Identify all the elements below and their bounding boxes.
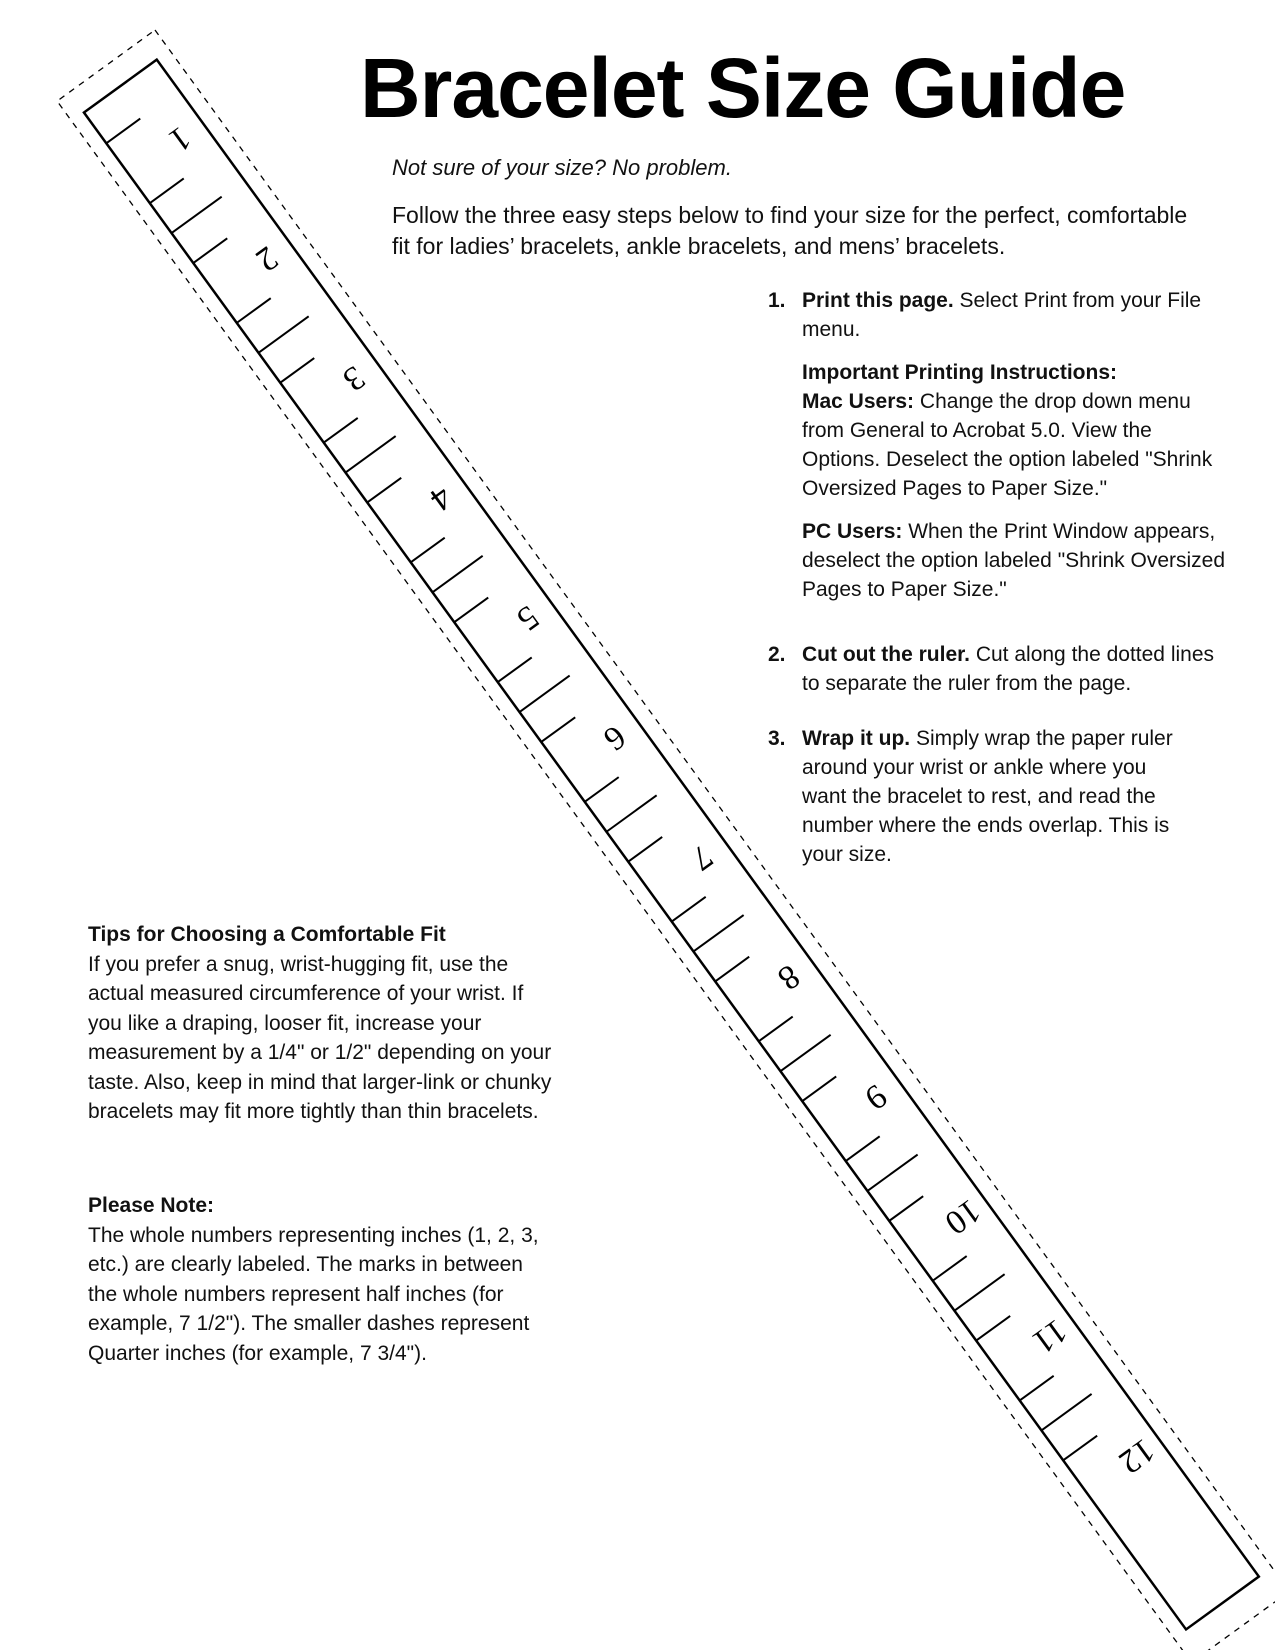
- pc-users-text: When the Print Window appears, deselect the option labeled "Shrink Oversized Pages to Paper Size.": [802, 520, 1226, 601]
- step-title: Print this page.: [802, 289, 954, 312]
- step-title: Wrap it up.: [802, 727, 911, 750]
- step-text: Simply wrap the paper ruler around your wrist or ankle where you want the bracelet to rest, and read the number where the ends overlap. This is your size.: [802, 727, 1173, 866]
- note-heading: Please Note:: [88, 1194, 215, 1217]
- printing-heading: Important Printing Instructions:: [802, 361, 1117, 384]
- ruler-inch-number: 2: [249, 238, 285, 279]
- tips-section: [88, 920, 558, 1127]
- mac-users-text: Change the drop down menu from General to Acrobat 5.0. View the Options. Deselect the option labeled "Shrink Oversized Pages to Paper Size.": [802, 390, 1213, 500]
- note-text: The whole numbers representing inches (1, 2, 3, etc.) are clearly labeled. The marks in between the whole numbers represent half inches (for example, 7 1/2"). The smaller dashes represent Quarter inches (for example, 7 3/4").: [88, 1223, 539, 1365]
- ruler-inch-number: 10: [938, 1191, 988, 1242]
- ruler-inch-number: 11: [1025, 1311, 1074, 1361]
- ruler-inch-number: 4: [422, 478, 459, 519]
- subtitle: Not sure of your size? No problem.: [392, 155, 732, 180]
- steps-list: [768, 286, 1228, 891]
- ruler-inch-number: 9: [857, 1076, 894, 1117]
- ruler-inch-number: 3: [336, 358, 372, 399]
- step-title: Cut out the ruler.: [802, 643, 970, 666]
- mac-users-label: Mac Users:: [802, 390, 915, 413]
- printing-instructions: [802, 358, 1228, 503]
- step-3: [768, 724, 1182, 869]
- ruler-inch-number: 7: [683, 837, 720, 878]
- note-section: [88, 1191, 558, 1368]
- step-2: [768, 640, 1228, 698]
- ruler-inch-number: 12: [1112, 1431, 1162, 1481]
- ruler-inch-number: 6: [596, 717, 633, 758]
- step-number: 3.: [768, 727, 786, 750]
- step-text: Cut along the dotted lines to separate the ruler from the page.: [802, 643, 1215, 695]
- ruler-inch-number: 8: [770, 957, 807, 998]
- tips-text: If you prefer a snug, wrist-hugging fit, use the actual measured circumference of your wrist. If you like a draping, looser fit, increase your measurement by a 1/4" or 1/2" depending on your taste. Also, keep in mind that larger-link or chunky bracelets may fit more tightly than thin bracelets.: [88, 952, 552, 1123]
- step-1: [768, 286, 1228, 604]
- pc-instructions: [802, 517, 1228, 604]
- ruler-inch-number: 5: [509, 597, 546, 638]
- step-number: 2.: [768, 643, 786, 666]
- step-text: Select Print from your File menu.: [802, 289, 1202, 341]
- pc-users-label: PC Users:: [802, 520, 903, 543]
- intro-text: Follow the three easy steps below to find your size for the perfect, comfortable fit for ladies’ bracelets, ankle bracelets, and mens’ bracelets.: [392, 202, 1188, 259]
- step-number: 1.: [768, 289, 786, 312]
- tips-heading: Tips for Choosing a Comfortable Fit: [88, 923, 446, 946]
- ruler-inch-number: 1: [162, 118, 198, 159]
- page-title: Bracelet Size Guide: [360, 41, 1126, 135]
